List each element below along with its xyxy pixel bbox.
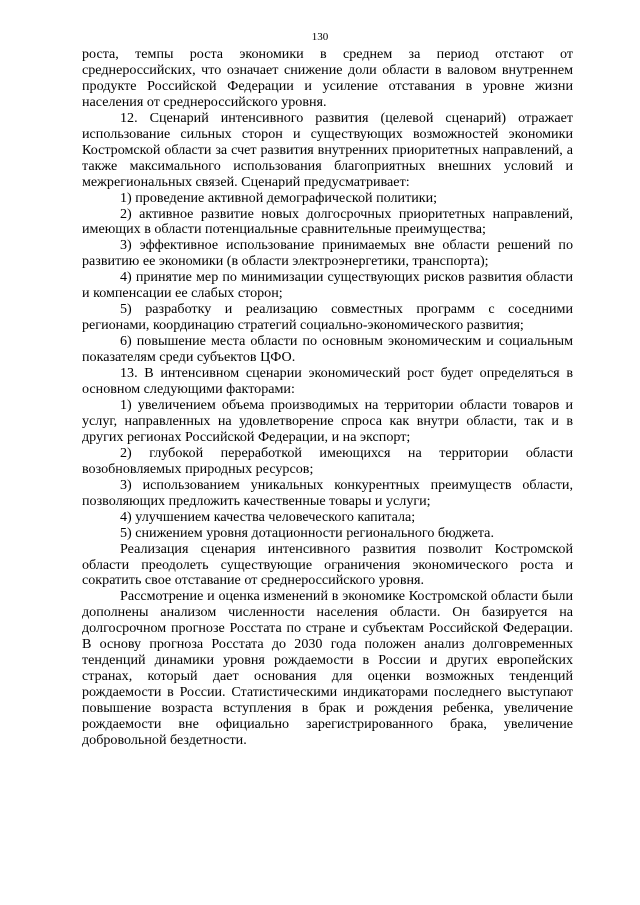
document-body: [82, 47, 573, 749]
paragraph-scenario-13: 13. В интенсивном сценарии экономический рост будет определяться в основном следующими факторами:: [82, 365, 573, 398]
list-item-2: 2) активное развитие новых долгосрочных приоритетных направлений, имеющих в области потенциальные сравнительные преимущества;: [82, 205, 573, 238]
list-item-5: 5) разработку и реализацию совместных программ с соседними регионами, координацию стратегий социально-экономического развития;: [82, 301, 573, 334]
factor-item-3: 3) использованием уникальных конкурентных преимуществ области, позволяющих предложить качественные товары и услуги;: [82, 476, 573, 509]
list-item-4: 4) принятие мер по минимизации существующих рисков развития области и компенсации ее слабых сторон;: [82, 269, 573, 302]
factor-item-5: 5) снижением уровня дотационности регионального бюджета.: [120, 524, 494, 541]
paragraph-population-analysis: Рассмотрение и оценка изменений в экономике Костромской области были дополнены анализом численности населения области. Он базируется на долгосрочном прогнозе Росстата по стране и субъектам Российской Федерации. В основу прогноза Росстата до 2030 года положен анализ долговременных тенденций динамики уровня рождаемости в России и других европейских странах, который дает основания для оценки возможных тенденций рождаемости в России. Статистическими индикаторами последнего выступают повышение возраста вступления в брак и рождения ребенка, увеличение рождаемости вне официально зарегистрированного брака, увеличение добровольной бездетности.: [82, 588, 573, 748]
factor-item-4: 4) улучшением качества человеческого капитала;: [120, 508, 416, 525]
paragraph-implementation: Реализация сценария интенсивного развития позволит Костромской области преодолеть существующие ограничения экономического роста и сократить свое отставание от среднероссийского уровня.: [82, 540, 573, 589]
factor-item-1: 1) увеличением объема производимых на территории области товаров и услуг, направленных на удовлетворение спроса как внутри области, так и в других регионах Российской Федерации, и на экспорт;: [82, 396, 573, 445]
list-item-6: 6) повышение места области по основным экономическим и социальным показателям среди субъектов ЦФО.: [82, 333, 573, 366]
list-item-1: 1) проведение активной демографической политики;: [120, 189, 438, 206]
list-item-3: 3) эффективное использование принимаемых вне области решений по развитию ее экономики (в области электроэнергетики, транспорта);: [82, 237, 573, 270]
factor-item-2: 2) глубокой переработкой имеющихся на территории области возобновляемых природных ресурсов;: [82, 444, 573, 477]
paragraph-scenario-12: 12. Сценарий интенсивного развития (целевой сценарий) отражает использование сильных сторон и существующих возможностей экономики Костромской области за счет развития внутренних приоритетных направлений, а также максимального использования благоприятных внешних условий и межрегиональных связей. Сценарий предусматривает:: [82, 109, 573, 190]
page-number: 130: [311, 31, 329, 43]
paragraph-continuation: роста, темпы роста экономики в среднем за период отстают от среднероссийских, что означает снижение доли области в валовом внутреннем продукте Российской Федерации и усиление отставания в уровне жизни населения от среднероссийского уровня.: [82, 46, 573, 110]
